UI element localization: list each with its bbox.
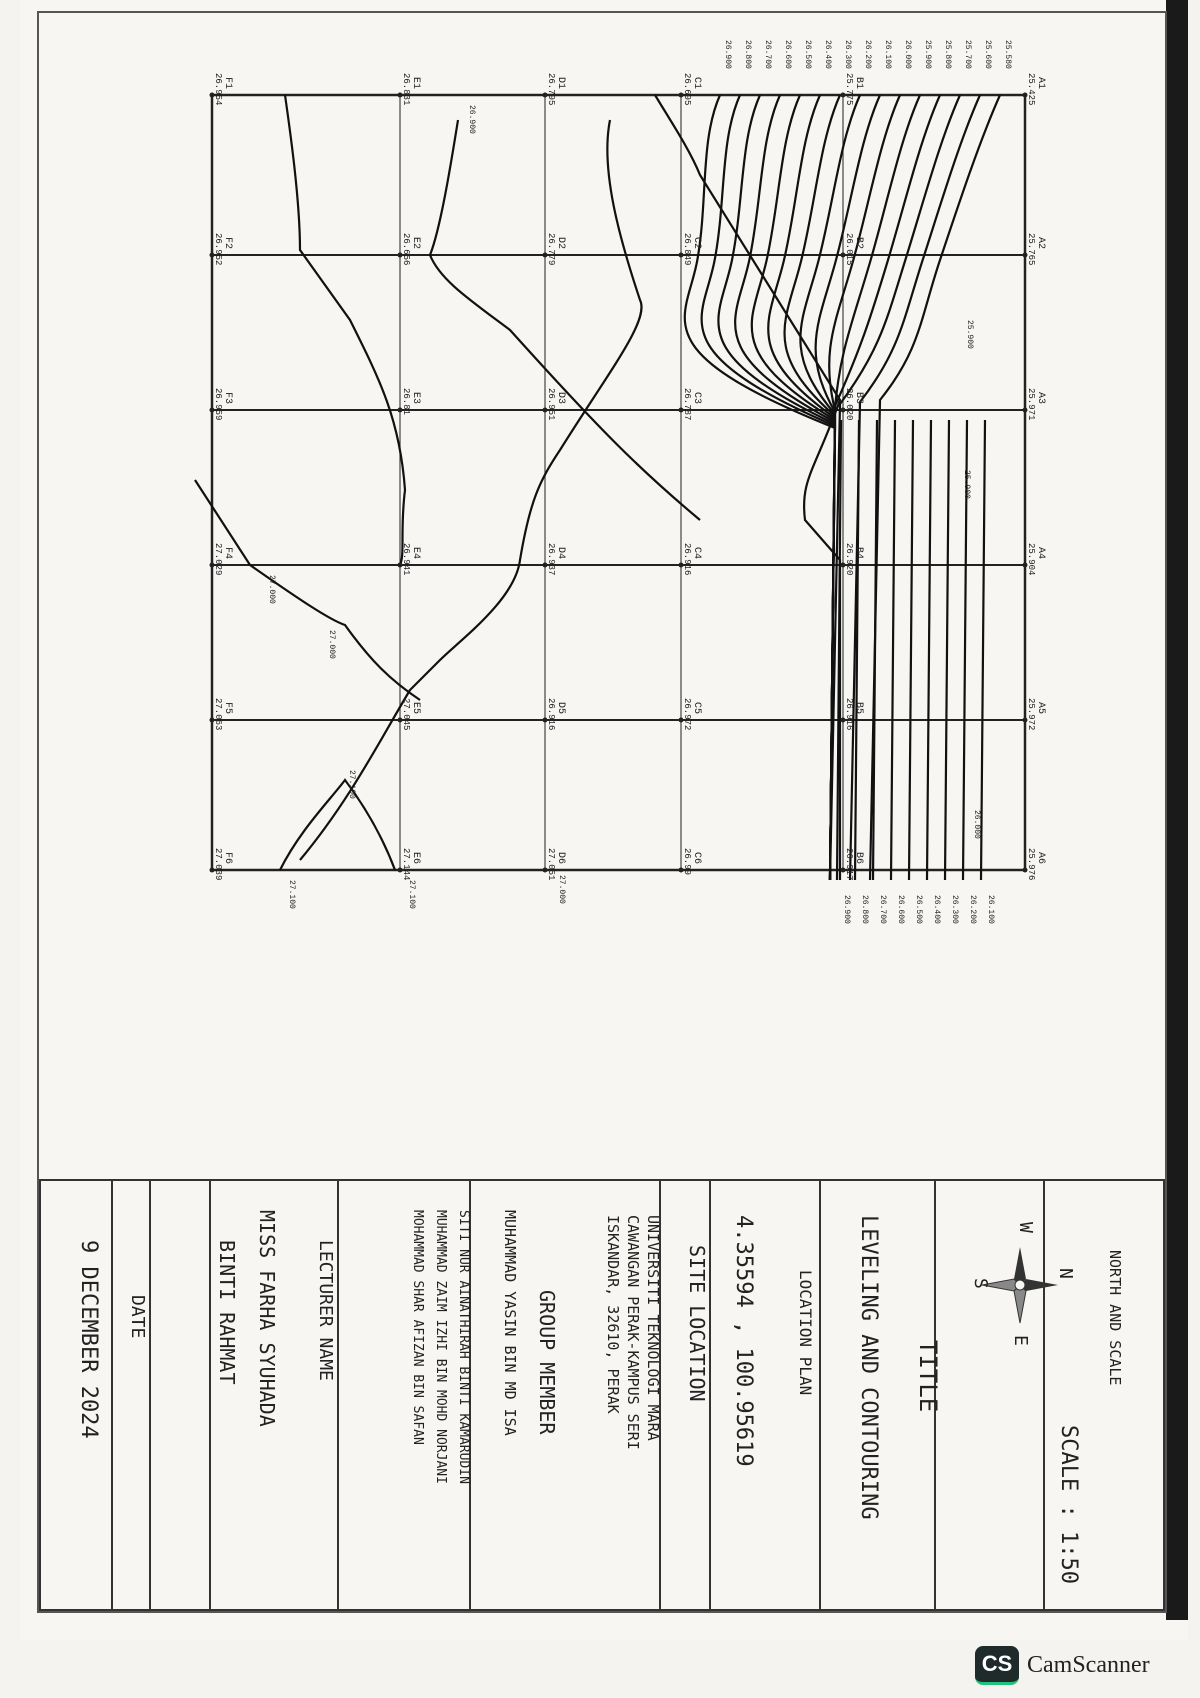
station-label: B5 <box>853 702 864 715</box>
station-label: D4 <box>555 547 566 560</box>
station-label: A1 <box>1035 77 1046 90</box>
contour-line <box>735 95 835 880</box>
station-rl: 26.849 <box>682 233 692 266</box>
station-rl: 26.959 <box>213 388 223 421</box>
contour-line <box>927 420 931 880</box>
station-label: A3 <box>1035 392 1046 405</box>
contour-line <box>195 480 420 700</box>
compass-s: S <box>970 1278 991 1289</box>
contour-value-label: 26.700 <box>763 40 772 69</box>
contour-value-label: 26.100 <box>883 40 892 69</box>
date-value: 9 DECEMBER 2024 <box>76 1240 101 1439</box>
station-label: C5 <box>691 702 702 715</box>
station-rl: 26.916 <box>682 543 692 576</box>
station-rl: 27.039 <box>213 848 223 881</box>
sheet-frame <box>38 12 1166 1612</box>
contour-line <box>816 95 880 880</box>
station-label: A2 <box>1035 237 1046 250</box>
contour-line <box>891 420 895 880</box>
site-line-1: UNIVERSITI TEKNOLOGI MARA <box>644 1215 662 1441</box>
contour-value-label: 27.000 <box>327 630 336 659</box>
station-rl: 26.916 <box>844 698 854 731</box>
station-rl: 27.063 <box>213 698 223 731</box>
station-rl: 26.937 <box>546 543 556 576</box>
contour-value-label: 26.600 <box>896 895 905 924</box>
contour-value-label: 26.200 <box>863 40 872 69</box>
station-rl: 25.775 <box>844 73 854 106</box>
contour-line <box>280 780 395 870</box>
location-coordinates: 4.35594 , 100.95619 <box>731 1215 756 1467</box>
contour-value-label: 25.900 <box>962 470 971 499</box>
station-label: C2 <box>691 237 702 250</box>
station-rl: 26.941 <box>401 543 411 576</box>
contour-labels <box>267 40 1012 924</box>
station-label: F5 <box>222 702 233 715</box>
contour-value-label: 27.000 <box>557 875 566 904</box>
contour-value-label: 26.400 <box>823 40 832 69</box>
station-rl: 26.656 <box>401 233 411 266</box>
lecturer-line-1: MISS FARHA SYUHADA <box>255 1210 279 1427</box>
member-4: MOHAMMAD SHAR AFIZAN BIN SAFAN <box>410 1210 425 1445</box>
station-labels <box>210 73 1047 880</box>
contour-value-label: 27.000 <box>267 575 276 604</box>
contour-value-label: 26.900 <box>842 895 851 924</box>
contour-value-label: 26.300 <box>950 895 959 924</box>
contour-value-label: 26.000 <box>903 40 912 69</box>
station-rl: 25.971 <box>1026 388 1036 421</box>
contour-line <box>285 95 405 565</box>
contour-line <box>702 95 835 880</box>
station-rl: 27.051 <box>546 848 556 881</box>
member-3: MUHAMMAD ZAIM IZHI BIN MOHD NORJANI <box>433 1210 448 1484</box>
station-label: C1 <box>691 77 702 90</box>
compass-w: W <box>1015 1222 1036 1233</box>
station-label: D5 <box>555 702 566 715</box>
compass-n: N <box>1055 1268 1076 1279</box>
station-rl: 26.831 <box>401 73 411 106</box>
station-label: C4 <box>691 547 702 560</box>
station-label: B4 <box>853 547 864 560</box>
compass-e: E <box>1010 1335 1031 1346</box>
contour-value-label: 25.700 <box>963 40 972 69</box>
station-label: A4 <box>1035 547 1046 560</box>
contour-value-label: 26.300 <box>843 40 852 69</box>
station-rl: 27.029 <box>213 543 223 576</box>
lecturer-line-2: BINTI RAHMAT <box>215 1240 239 1385</box>
station-label: B1 <box>853 77 864 90</box>
station-label: D1 <box>555 77 566 90</box>
contour-value-label: 27.100 <box>287 880 296 909</box>
title-block-frame <box>40 1180 1164 1610</box>
contour-value-label: 26.400 <box>932 895 941 924</box>
north-arrow-icon <box>982 1247 1058 1323</box>
station-rl: 26.99 <box>682 848 692 876</box>
contour-value-label: 26.000 <box>972 810 981 839</box>
scale-text: SCALE : 1:50 <box>1056 1425 1081 1584</box>
group-member-label: GROUP MEMBER <box>535 1290 559 1435</box>
contour-value-label: 26.900 <box>467 105 476 134</box>
contour-value-label: 26.600 <box>783 40 792 69</box>
station-label: D6 <box>555 852 566 865</box>
contour-line <box>870 95 1000 880</box>
contour-value-label: 26.700 <box>878 895 887 924</box>
contour-line <box>850 95 980 880</box>
contour-line <box>909 420 913 880</box>
station-rl: 26.795 <box>546 73 556 106</box>
site-line-3: ISKANDAR, 32610, PERAK <box>604 1215 622 1414</box>
contour-lines <box>195 95 1000 880</box>
station-label: B2 <box>853 237 864 250</box>
station-rl: 25.972 <box>1026 698 1036 731</box>
station-rl: 25.904 <box>1026 543 1036 576</box>
station-rl: 25.765 <box>1026 233 1036 266</box>
station-label: F3 <box>222 392 233 405</box>
station-label: B6 <box>853 852 864 865</box>
member-1: MUHAMMAD YASIN BIN MD ISA <box>501 1210 519 1436</box>
station-label: E3 <box>410 392 421 405</box>
contour-value-label: 25.600 <box>983 40 992 69</box>
station-rl: 26.787 <box>682 388 692 421</box>
station-rl: 26.917 <box>844 848 854 881</box>
station-label: F4 <box>222 547 233 560</box>
title-label: TITLE <box>914 1340 942 1413</box>
drawing-title: LEVELING AND CONTOURING <box>856 1215 881 1520</box>
contour-value-label: 26.500 <box>914 895 923 924</box>
station-label: E2 <box>410 237 421 250</box>
contour-value-label: 26.800 <box>860 895 869 924</box>
station-rl: 26.779 <box>546 233 556 266</box>
station-label: E4 <box>410 547 421 560</box>
station-rl: 26.972 <box>682 698 692 731</box>
station-label: D2 <box>555 237 566 250</box>
contour-value-label: 25.900 <box>965 320 974 349</box>
contour-line <box>718 95 835 880</box>
contour-value-label: 25.800 <box>943 40 952 69</box>
station-rl: 26.015 <box>844 233 854 266</box>
contour-value-label: 26.100 <box>986 895 995 924</box>
station-rl: 26.020 <box>844 388 854 421</box>
station-rl: 27.045 <box>401 698 411 731</box>
station-rl: 26.954 <box>213 73 223 106</box>
station-label: C6 <box>691 852 702 865</box>
station-label: E5 <box>410 702 421 715</box>
location-plan-label: LOCATION PLAN <box>796 1270 815 1396</box>
member-2: SITI NUR AINATHIRAH BINTI KAMARUDIN <box>456 1210 471 1484</box>
station-rl: 26.952 <box>213 233 223 266</box>
station-label: E6 <box>410 852 421 865</box>
contour-line <box>873 420 877 880</box>
camscanner-logo-icon: CS <box>975 1646 1019 1685</box>
station-label: A6 <box>1035 852 1046 865</box>
contour-value-label: 26.800 <box>743 40 752 69</box>
date-label: DATE <box>127 1295 148 1339</box>
station-rl: 26.951 <box>546 388 556 421</box>
station-rl: 25.425 <box>1026 73 1036 106</box>
station-label: E1 <box>410 77 421 90</box>
station-label: F6 <box>222 852 233 865</box>
station-rl: 27.144 <box>401 848 411 881</box>
station-rl: 26.81 <box>401 388 411 416</box>
station-label: F2 <box>222 237 233 250</box>
station-label: A5 <box>1035 702 1046 715</box>
camscanner-text: CamScanner <box>1027 1651 1150 1678</box>
contour-value-label: 25.900 <box>923 40 932 69</box>
station-label: C3 <box>691 392 702 405</box>
north-and-scale-label: NORTH AND SCALE <box>1106 1250 1124 1386</box>
station-rl: 26.695 <box>682 73 692 106</box>
station-rl: 25.976 <box>1026 848 1036 881</box>
contour-value-label: 27.100 <box>347 770 356 799</box>
contour-line <box>768 95 835 880</box>
station-rl: 26.920 <box>844 543 854 576</box>
site-line-2: CAWANGAN PERAK-KAMPUS SERI <box>624 1215 642 1450</box>
station-label: B3 <box>853 392 864 405</box>
contour-line <box>945 420 949 880</box>
station-label: F1 <box>222 77 233 90</box>
contour-line <box>300 120 642 860</box>
station-rl: 26.916 <box>546 698 556 731</box>
contour-value-label: 27.100 <box>407 880 416 909</box>
contour-value-label: 25.580 <box>1003 40 1012 69</box>
contour-value-label: 26.500 <box>803 40 812 69</box>
site-location-label: SITE LOCATION <box>685 1245 709 1402</box>
lecturer-label: LECTURER NAME <box>315 1240 336 1381</box>
contour-line <box>685 95 835 880</box>
title-block <box>40 1180 1164 1610</box>
contour-value-label: 26.900 <box>723 40 732 69</box>
contour-line <box>430 120 700 520</box>
contour-value-label: 26.200 <box>968 895 977 924</box>
station-label: D3 <box>555 392 566 405</box>
camscanner-watermark <box>975 1645 1175 1685</box>
